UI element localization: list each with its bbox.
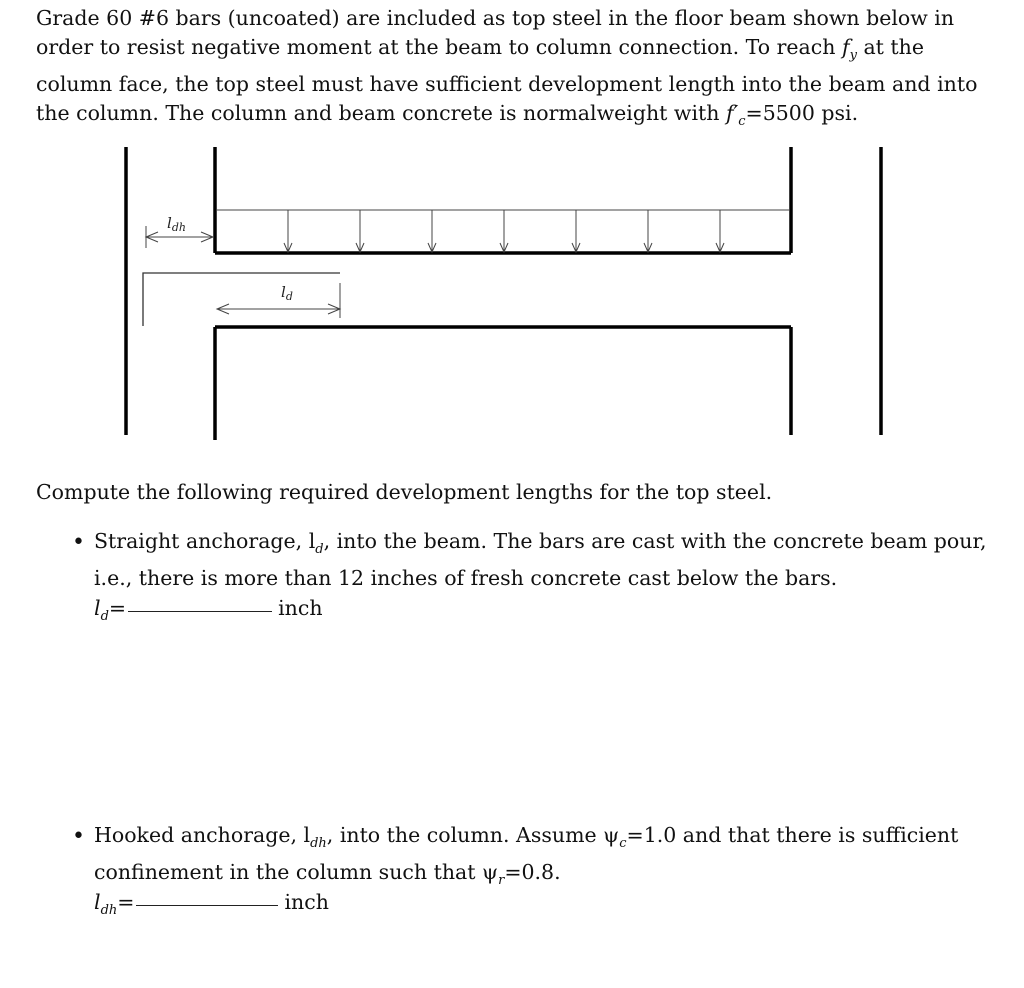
intro-line-4: the column. The column and beam concrete is normalweight with $f'_c=5500$ psi.: [36, 101, 859, 130]
ld-answer-row: $l_d=$ inch: [94, 596, 323, 625]
fc-subscript: c: [738, 114, 746, 130]
item-2-text: Hooked anchorage, $l_{dh}$, into the column. Assume $\psi_c=1.0$ and that there is sufficient confinement in the column such that $\psi_r=0.8$.: [94, 823, 959, 889]
intro-line-2: order to resist negative moment at the beam to column connection. To reach $f_y$ at the: [36, 35, 925, 64]
fc-value: =5500 psi.: [745, 101, 859, 126]
intro-paragraph: [36, 4, 978, 136]
load-arrow: [284, 210, 292, 252]
ldh-label: $l_{dh}$: [167, 214, 186, 234]
load-arrow: [644, 210, 652, 252]
ldh-answer-blank[interactable]: [136, 904, 278, 906]
ld-answer-blank[interactable]: [128, 610, 272, 612]
intro-line-3: column face, the top steel must have sufficient development length into the beam and into: [36, 72, 978, 97]
load-arrow: [572, 210, 580, 252]
bullet-1: •: [72, 530, 85, 555]
load-arrow: [428, 210, 436, 252]
fy-subscript: y: [849, 48, 857, 64]
compute-text: Compute the following required development lengths for the top steel.: [36, 480, 773, 504]
ldh-answer-unit: inch: [284, 890, 329, 914]
ldh-answer-label: l: [94, 890, 101, 914]
load-arrows: [284, 210, 724, 252]
fy-symbol: f: [841, 35, 850, 59]
intro-line-1: Grade 60 #6 bars (uncoated) are included as top steel in the floor beam shown below in: [36, 6, 955, 30]
bullet-2: •: [72, 824, 85, 849]
ld-answer-label: l: [94, 596, 101, 620]
ld-answer-unit: inch: [278, 596, 323, 620]
ld-label: $l_d$: [281, 283, 293, 303]
top-steel-bar: [143, 273, 340, 326]
ldh-answer-row: $l_{dh}=$ inch: [94, 890, 329, 919]
fc-symbol: f′: [725, 101, 739, 126]
load-arrow: [356, 210, 364, 252]
load-arrow: [500, 210, 508, 252]
item-1-text: Straight anchorage, $l_d$, into the beam. The bars are cast with the concrete beam pour, i.e., there is more than 12 inches of fresh concrete cast below the bars.: [94, 529, 987, 591]
load-arrow: [716, 210, 724, 252]
beam-column-diagram: [0, 130, 1024, 450]
